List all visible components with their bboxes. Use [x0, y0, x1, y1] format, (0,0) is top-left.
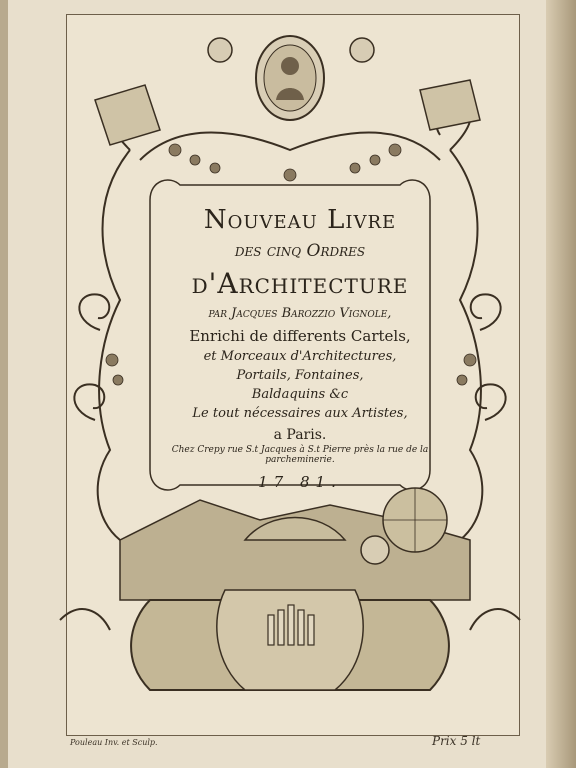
title-block [140, 205, 460, 491]
title-line-1: Nouveau Livre [203, 205, 397, 235]
book-left [95, 85, 160, 145]
year-line: 17 81. [258, 473, 342, 491]
lower-cartouche [60, 590, 520, 690]
subtitle-line-5: Le tout nécessaires aux Artistes, [192, 406, 408, 421]
subtitle-line-2: et Morceaux d'Architectures, [203, 349, 397, 364]
title-line-3: d'Architecture [191, 267, 409, 300]
drafting-board-right [420, 80, 480, 130]
publisher-line: Chez Crepy rue S.t Jacques à S.t Pierre près la rue de la parcheminerie. [171, 445, 429, 465]
place-line: a Paris. [273, 427, 327, 443]
bottom-architecture-scene [120, 488, 470, 600]
portrait-medallion [256, 36, 324, 120]
cherub-left [208, 38, 232, 62]
cherub-right [350, 38, 374, 62]
price-label: Prix 5 lt [432, 734, 481, 748]
engraver-credit: Pouleau Inv. et Sculp. [70, 738, 158, 747]
title-line-2: des cinq Ordres [234, 241, 366, 261]
subtitle-line-4: Baldaquins &c [251, 387, 349, 402]
subtitle-line-3: Portails, Fontaines, [236, 368, 364, 383]
author-line: par Jacques Barozzio Vignole, [208, 306, 392, 321]
subtitle-line-1: Enrichi de differents Cartels, [189, 327, 411, 345]
